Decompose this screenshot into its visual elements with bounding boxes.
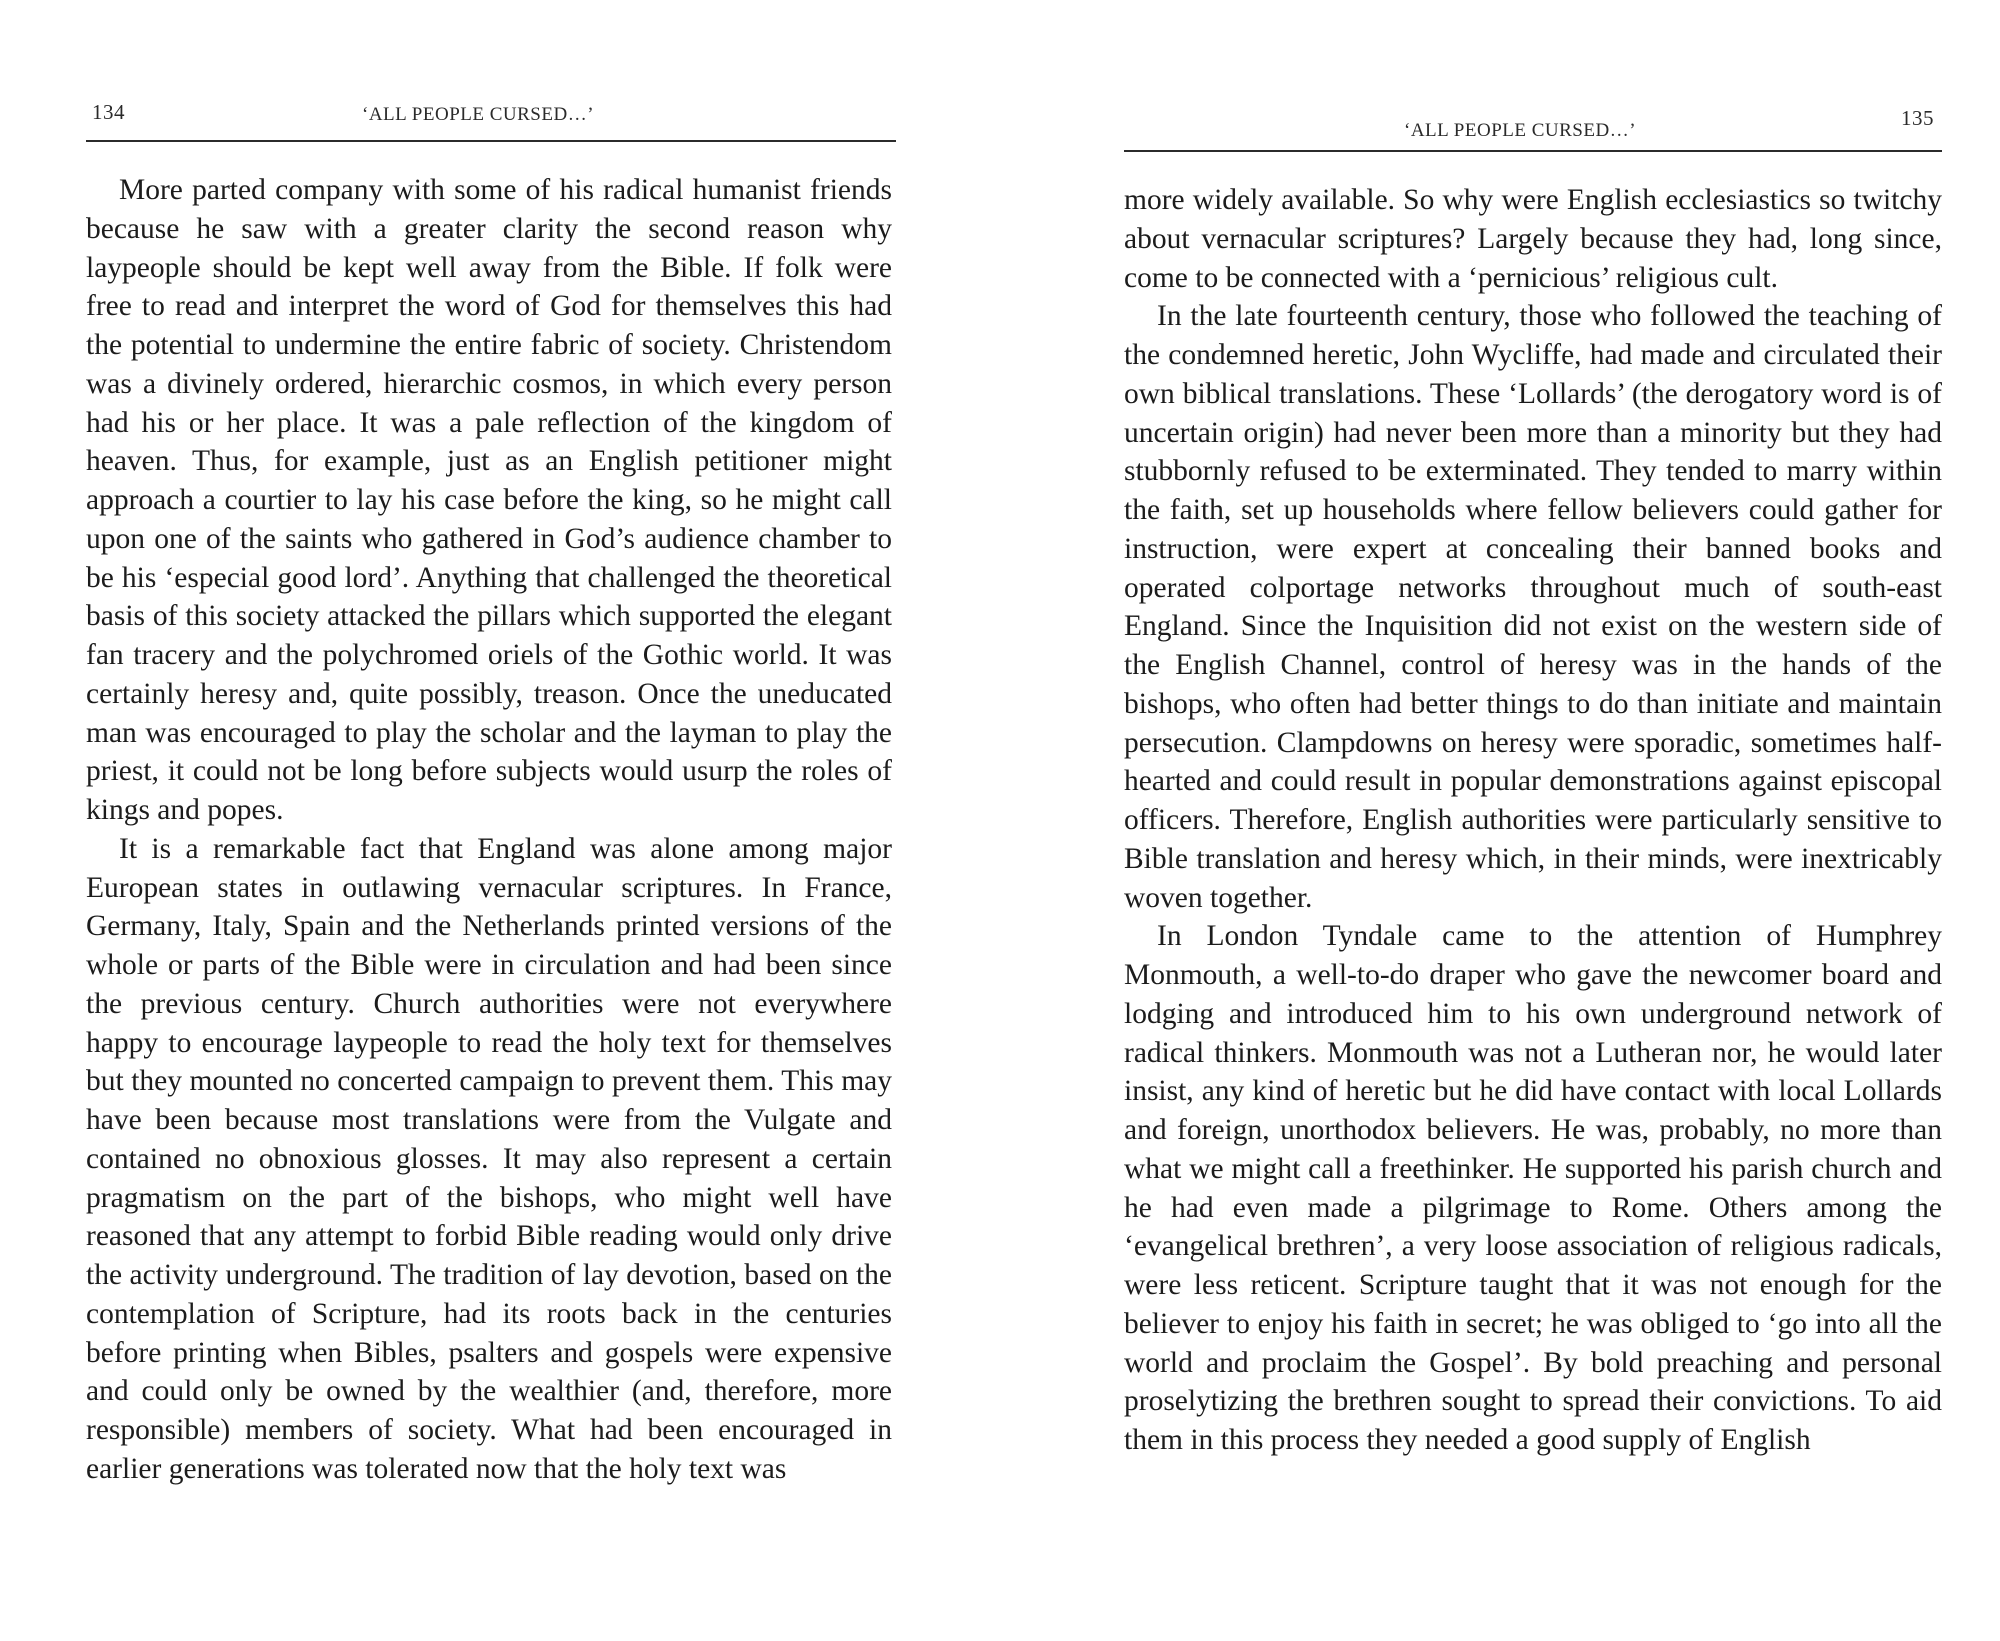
right-running-title: ‘ALL PEOPLE CURSED…’ xyxy=(1404,120,1637,141)
right-paragraph-3: In London Tyndale came to the attention of Humphrey Monmouth, a well-to-do draper who gave the newcomer board and lodging and introduced him to his own underground network of radical thinkers. Monmouth was not a Lutheran nor, he would later insist, any kind of heretic but he did have contact with local Lollards and foreign, unorthodox believers. He was, probably, no more than what we might call a freethinker. He supported his parish church and he had even made a pilgrimage to Rome. Others among the ‘evangelical brethren’, a very loose association of religious radicals, were less reticent. Scripture taught that it was not enough for the believer to enjoy his faith in secret; he was obliged to ‘go into all the world and proclaim the Gospel’. By bold preaching and personal proselytizing the brethren sought to spread their convictions. To aid them in this process they needed a good supply of English xyxy=(1124,920,1942,1456)
left-page-number: 134 xyxy=(92,100,125,124)
right-paragraph-1: more widely available. So why were English ecclesiastics so twitchy about vernacular scriptures? Largely because they had, long since, come to be connected with a ‘pernicious’ religious cult. xyxy=(1124,184,1942,294)
right-paragraph-2: In the late fourteenth century, those who followed the teaching of the condemned heretic, John Wycliffe, had made and circulated their own biblical translations. These ‘Lollards’ (the derogatory word is of uncertain origin) had never been more than a minority but they had stubbornly refused to be exterminated. They tended to marry within the faith, set up households where fellow believers could gather for instruction, were expert at concealing their banned books and operated colportage networks throughout much of south-east England. Since the Inquisition did not exist on the western side of the English Channel, control of heresy was in the hands of the bishops, who often had better things to do than initiate and maintain persecution. Clampdowns on heresy were sporadic, sometimes half-hearted and could result in popular demonstrations against episcopal officers. Therefore, English authorities were particularly sensitive to Bible translation and heresy which, in their minds, were inextricably woven together. xyxy=(1124,300,1942,914)
left-header-rule xyxy=(86,140,896,142)
left-running-head xyxy=(86,100,892,140)
right-page-number: 135 xyxy=(1901,106,1934,130)
left-paragraph-1: More parted company with some of his radical humanist friends because he saw with a greater clarity the second reason why laypeople should be kept well away from the Bible. If folk were free to read and interpret the word of God for themselves this had the potential to undermine the entire fabric of society. Christendom was a divinely ordered, hierarchic cosmos, in which every person had his or her place. It was a pale reflection of the kingdom of heaven. Thus, for example, just as an English petitioner might approach a courtier to lay his case before the king, so he might call upon one of the saints who gathered in God’s audience chamber to be his ‘especial good lord’. Anything that challenged the theoretical basis of this society attacked the pillars which supported the elegant fan tracery and the polychromed oriels of the Gothic world. It was certainly heresy and, quite possibly, treason. Once the uneducated man was encouraged to play the scholar and the layman to play the priest, it could not be long before subjects would usurp the roles of kings and popes. xyxy=(86,174,892,826)
right-running-head xyxy=(1124,106,1942,146)
left-paragraph-2: It is a remarkable fact that England was alone among major European states in outlawing vernacular scriptures. In France, Germany, Italy, Spain and the Netherlands printed versions of the whole or parts of the Bible were in circulation and had been since the previous century. Church authorities were not everywhere happy to encourage laypeople to read the holy text for themselves but they mounted no concerted campaign to prevent them. This may have been because most translations were from the Vulgate and contained no obnoxious glosses. It may also represent a certain pragmatism on the part of the bishops, who might well have reasoned that any attempt to forbid Bible reading would only drive the activity underground. The tradition of lay devotion, based on the contemplation of Scripture, had its roots back in the centuries before printing when Bibles, psalters and gospels were expensive and could only be owned by the wealthier (and, therefore, more responsible) members of society. What had been encouraged in earlier generations was tolerated now that the holy text was xyxy=(86,832,892,1485)
left-body-text xyxy=(86,171,892,1489)
right-header-rule xyxy=(1124,150,1942,152)
right-page xyxy=(1124,0,1942,1641)
left-page xyxy=(86,0,892,1641)
right-body-text xyxy=(1124,181,1942,1460)
left-running-title: ‘ALL PEOPLE CURSED…’ xyxy=(362,104,595,125)
